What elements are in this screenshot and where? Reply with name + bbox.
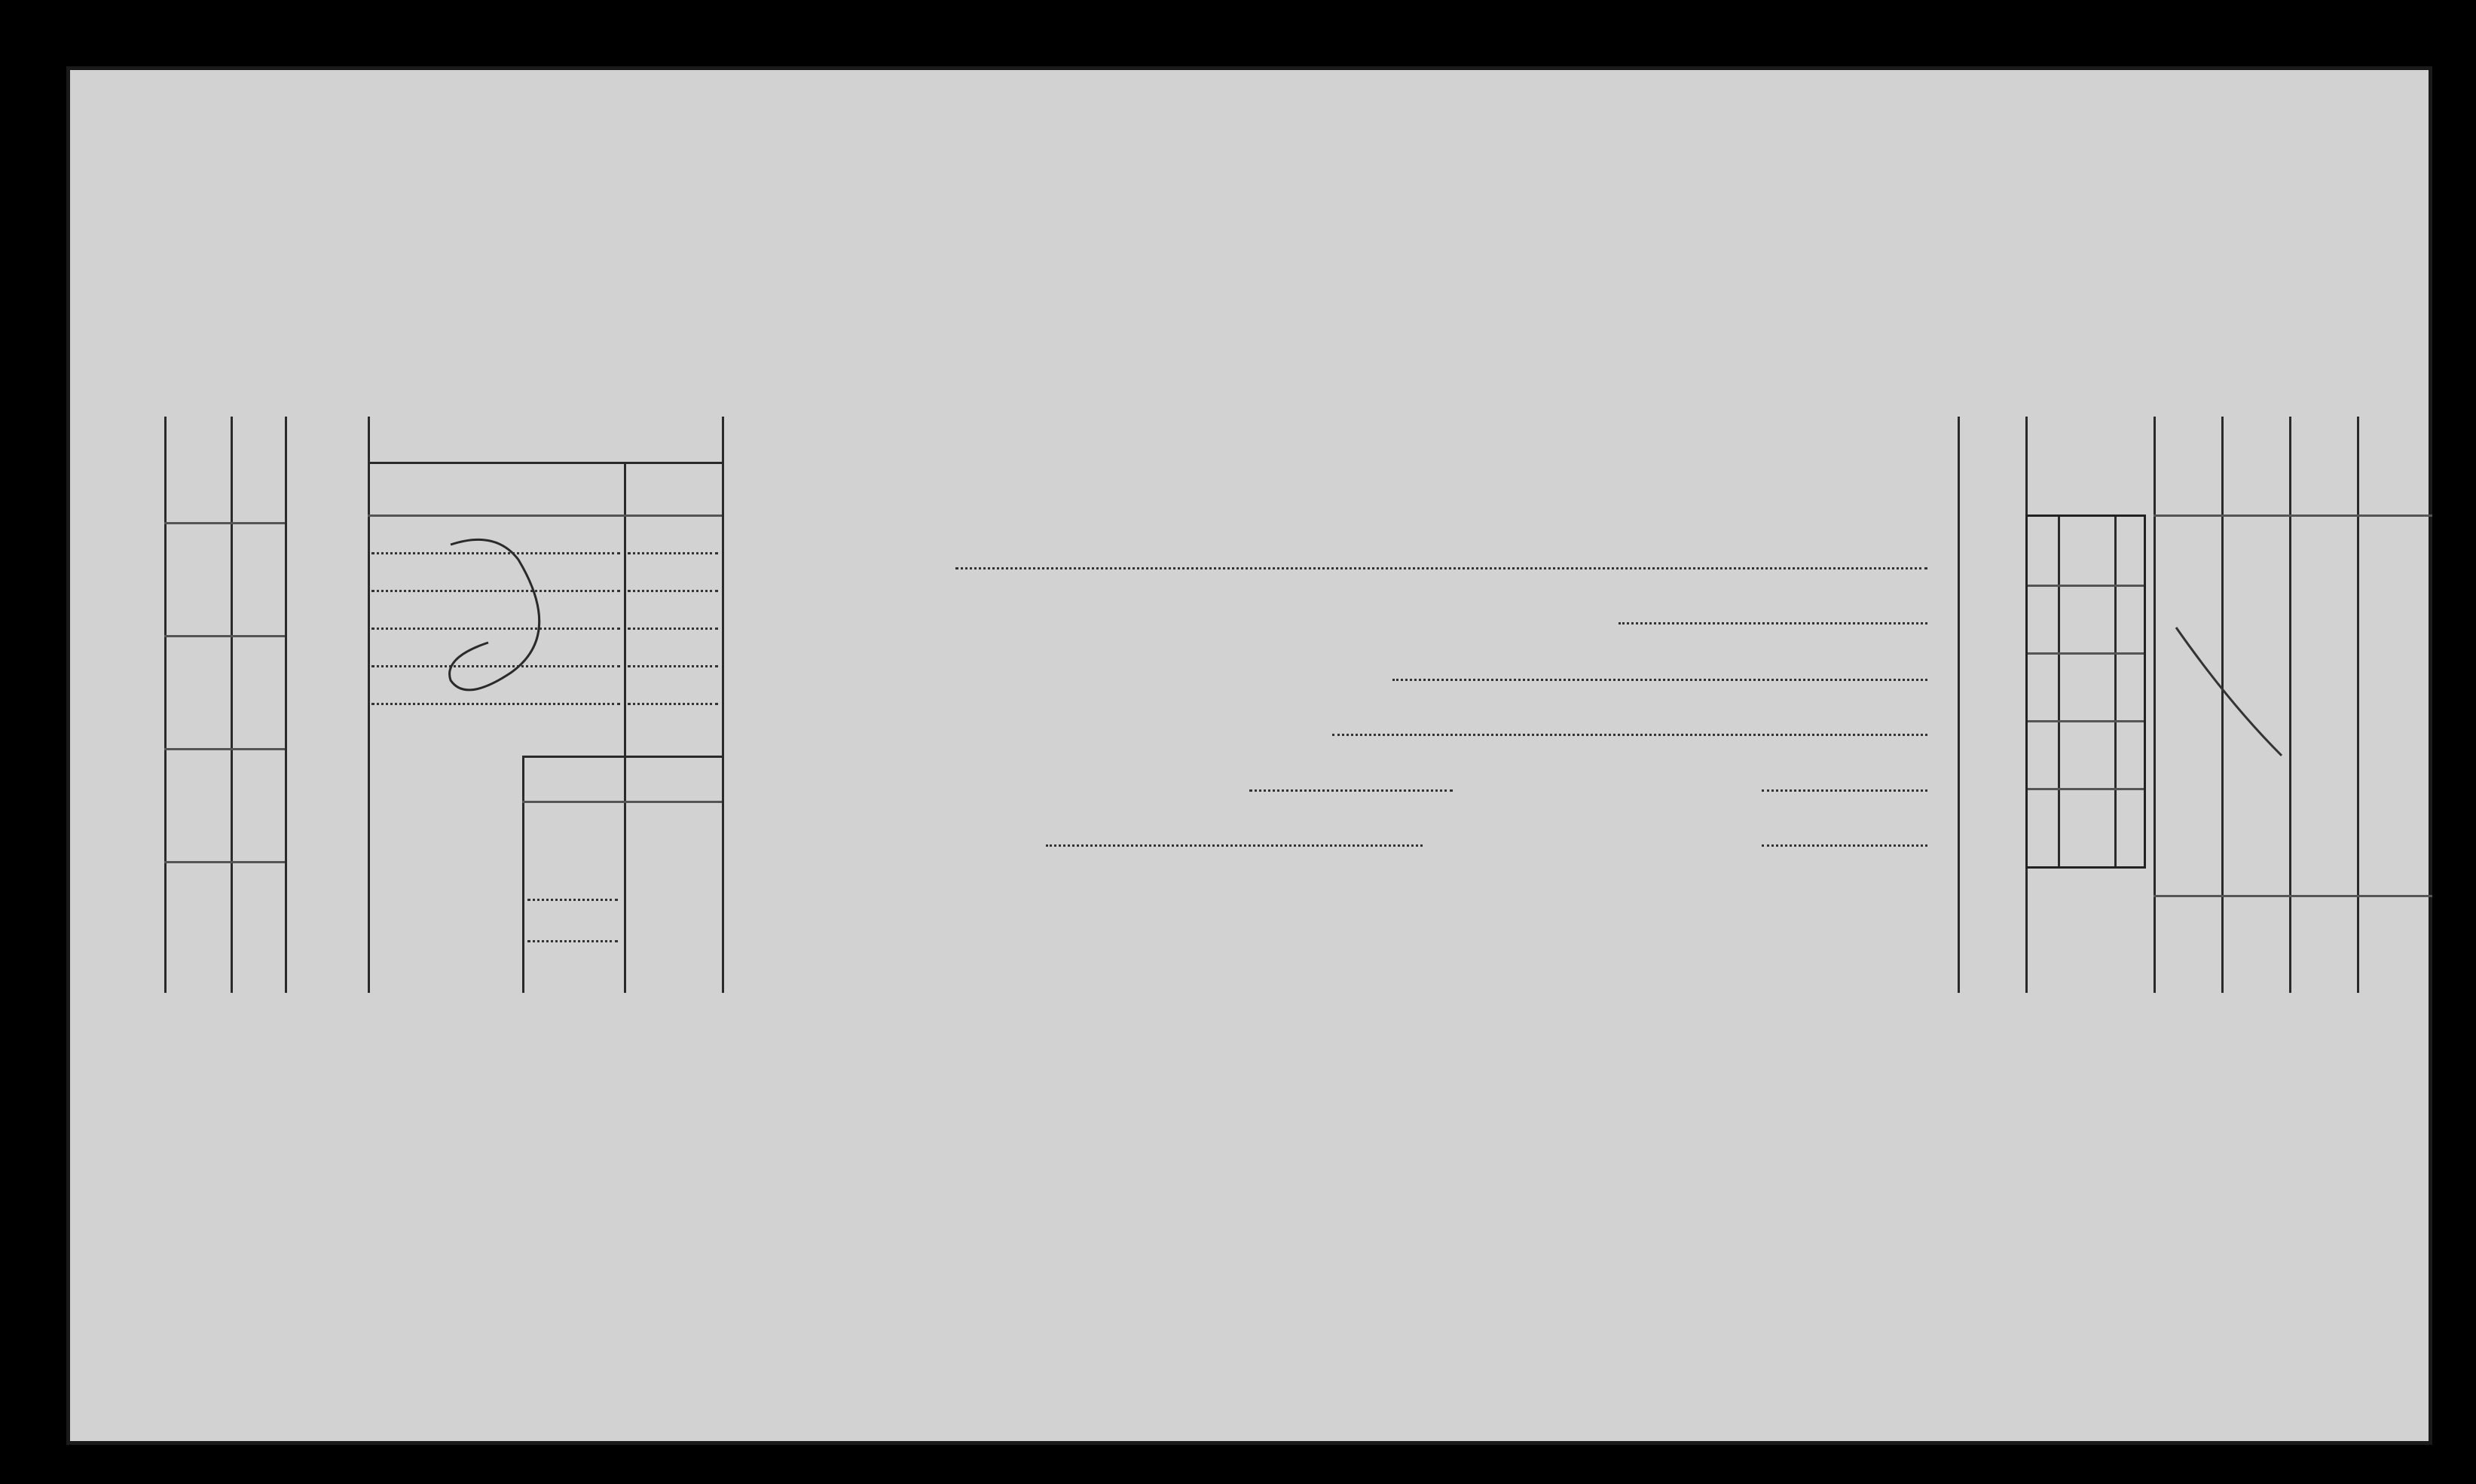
population-table xyxy=(2025,515,2146,869)
middle-section xyxy=(66,417,2432,993)
lease-section xyxy=(66,929,2432,1445)
handwritten-mark xyxy=(405,515,616,725)
handwritten-slash xyxy=(2161,612,2297,763)
census-card xyxy=(66,66,2432,1445)
crops-section xyxy=(66,66,2432,417)
